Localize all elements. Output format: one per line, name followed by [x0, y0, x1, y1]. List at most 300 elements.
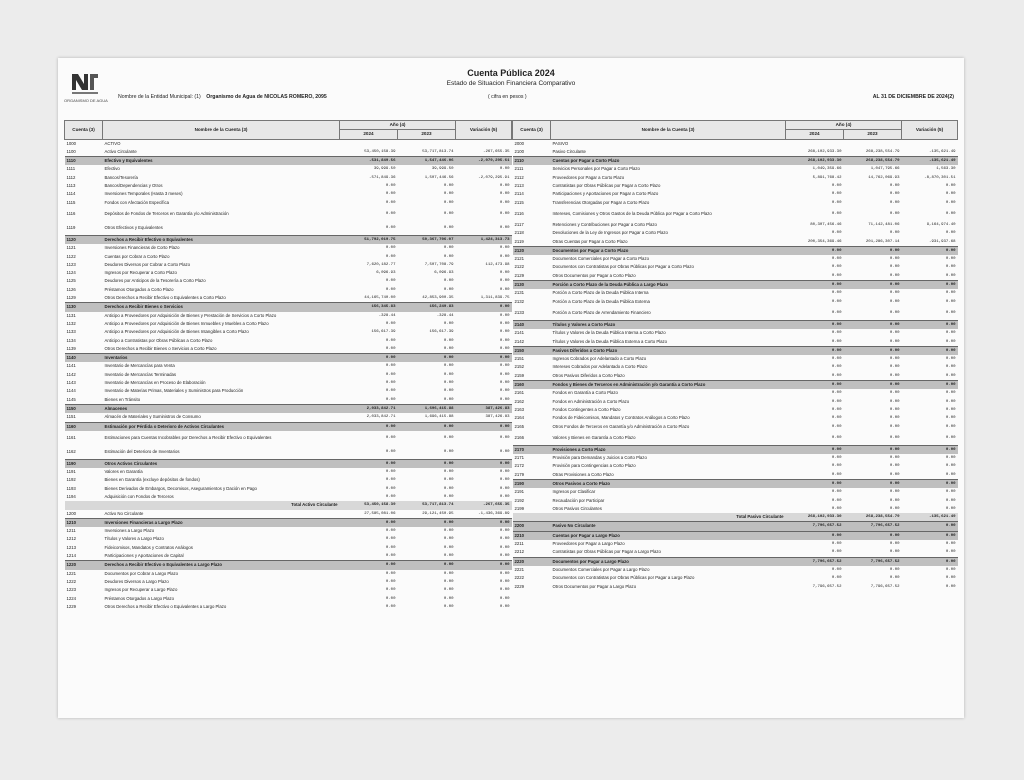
value-2023: 0.00: [397, 354, 455, 363]
table-row: [65, 244, 512, 252]
value-variation: 0.00: [945, 184, 956, 189]
value-2024: 156,345.83: [339, 303, 397, 312]
value-variation: 0.00: [499, 364, 510, 369]
table-row: [65, 286, 512, 294]
value-2024: 0.00: [831, 265, 842, 270]
value-variation: 0.00: [902, 479, 958, 488]
value-variation: 0.00: [499, 470, 510, 475]
table-row: [513, 372, 958, 381]
account-code: 2141: [514, 330, 525, 336]
account-name: Documentos Comerciales por Pagar a Corto Plazo: [552, 256, 649, 262]
table-row: [513, 531, 958, 540]
value-2023: 0.00: [889, 424, 900, 429]
table-row: [513, 199, 958, 207]
value-variation: 0.00: [499, 271, 510, 276]
value-2023: 0.00: [843, 479, 901, 488]
table-row: [65, 362, 512, 370]
table-row: [65, 253, 512, 261]
account-name: Porción a Corto Plazo de Arrendamiento Financiero: [552, 309, 651, 315]
value-variation: 0.00: [499, 449, 510, 454]
value-2023: [397, 139, 455, 148]
account-name: Otros Activos Circulantes: [103, 459, 340, 468]
table-row: [513, 583, 958, 591]
account-code: 2222: [514, 575, 525, 581]
table-row: [513, 263, 958, 271]
value-2024: 0.00: [831, 472, 842, 477]
account-code: 2120: [513, 246, 551, 255]
account-code: 1114: [66, 191, 76, 197]
value-2024: 0.00: [785, 445, 843, 454]
value-variation: 0.00: [945, 490, 956, 495]
account-name: Contratistas por Obras Públicas por Pagar a Largo Plazo: [552, 549, 661, 555]
account-code: 1126: [66, 286, 76, 292]
value-2023: 0.00: [443, 381, 454, 386]
value-2023: 0.00: [443, 537, 454, 542]
account-code: 2132: [514, 298, 525, 304]
account-name: Ingresos por Clasificar: [552, 489, 596, 495]
value-2023: 0.00: [889, 435, 900, 440]
table-row: [65, 501, 512, 509]
account-name: Otros Pasivos Circulantes: [552, 505, 602, 511]
account-name: Pasivo No Circulante: [551, 522, 786, 531]
account-code: 1134: [66, 337, 76, 343]
value-2024: 0.00: [385, 486, 396, 491]
value-2023: 156,617.39: [429, 330, 454, 335]
account-name: Otros Efectivos y Equivalentes: [104, 224, 163, 230]
value-variation: 0.00: [499, 372, 510, 377]
value-2023: 0.00: [889, 192, 900, 197]
account-code: 1120: [65, 235, 103, 244]
table-row: [65, 182, 512, 190]
table-row: [513, 381, 958, 390]
value-variation: 0.00: [499, 192, 510, 197]
pasivo-rows: [513, 139, 958, 591]
value-2024: 0.00: [831, 211, 842, 216]
account-code: 2100: [514, 148, 525, 154]
units-note: ( cifra en pesos ): [488, 94, 527, 100]
account-name: Estimación por Pérdida o Deterioro de Activos Circulantes: [103, 422, 340, 431]
value-2023: 0.00: [889, 231, 900, 236]
account-name: Servicios Personales por Pagar a Corto Plazo: [552, 166, 640, 172]
table-row: [513, 207, 958, 221]
table-row: [65, 139, 512, 148]
value-2023: 0.00: [443, 545, 454, 550]
value-2024: 0.00: [831, 231, 842, 236]
value-variation: 0.00: [499, 167, 510, 172]
account-code: 2150: [513, 346, 551, 355]
value-variation: 0.00: [945, 399, 956, 404]
value-variation: -2,079,295.61: [456, 157, 512, 166]
account-name: Bienes en Tránsito: [104, 396, 141, 402]
value-variation: 0.00: [902, 557, 958, 566]
table-row: [65, 190, 512, 198]
pasivo-panel: [512, 120, 958, 591]
value-2024: 268,102,933.30: [807, 149, 842, 154]
value-2023: 1,696,415.88: [397, 404, 455, 413]
table-row: [65, 354, 512, 363]
account-code: 1221: [66, 570, 77, 576]
value-2023: 0.00: [443, 554, 454, 559]
table-row: [65, 379, 512, 387]
value-2023: 1,047,795.66: [870, 167, 900, 172]
value-2024: 0.00: [385, 321, 396, 326]
value-variation: 0.00: [499, 184, 510, 189]
value-2023: 0.00: [443, 494, 454, 499]
value-2024: -571,849.36: [369, 175, 396, 180]
account-name: Activo No Circulante: [104, 510, 144, 516]
value-2024: 0.00: [385, 596, 396, 601]
value-2023: 0.00: [889, 542, 900, 547]
value-2023: 201,286,307.14: [865, 239, 900, 244]
value-2024: 0.00: [385, 389, 396, 394]
value-variation: 0.00: [945, 211, 956, 216]
account-code: 1229: [66, 603, 77, 609]
account-code: 1129: [66, 295, 76, 301]
table-row: [65, 337, 512, 345]
account-code: 1124: [66, 270, 76, 276]
account-name: Almacén de Materiales y Suministros de Consumo: [104, 414, 201, 420]
value-variation: 0.00: [456, 354, 512, 363]
value-variation: 0.00: [499, 211, 510, 216]
value-variation: 0.00: [945, 265, 956, 270]
account-code: 2000: [514, 140, 525, 146]
account-name: ACTIVO: [104, 140, 121, 146]
value-2023: 53,717,813.74: [422, 149, 454, 154]
account-name: Otros Derechos a Recibir Bienes o Servicios a Corto Plazo: [104, 345, 217, 351]
account-code: 1133: [66, 329, 76, 335]
table-row: [513, 182, 958, 190]
value-variation: 0.00: [945, 257, 956, 262]
value-variation: -267,655.35: [456, 501, 512, 509]
value-2024: 0.00: [785, 320, 843, 329]
table-row: [65, 544, 512, 552]
account-code: 2131: [514, 290, 525, 296]
account-name: Préstamos Otorgados a Largo Plazo: [104, 595, 175, 601]
account-name: Otras Provisiones a Corto Plazo: [552, 471, 614, 477]
value-2023: 0.00: [843, 445, 901, 454]
table-row: [65, 527, 512, 535]
account-code: 1222: [66, 578, 77, 584]
account-code: 1131: [66, 312, 76, 318]
table-row: [65, 174, 512, 182]
table-row: [513, 522, 958, 531]
value-2023: 1,547,446.06: [397, 157, 455, 166]
value-2023: 268,238,554.79: [843, 157, 901, 166]
value-2024: 268,102,933.30: [785, 157, 843, 166]
account-code: 1115: [66, 199, 76, 205]
account-name: Otros Derechos a Recibir Efectivo o Equivalentes a Corto Plazo: [104, 295, 226, 301]
value-variation: 0.00: [499, 486, 510, 491]
value-2024: 5,891,768.42: [812, 175, 842, 180]
value-2023: 7,796,657.52: [870, 584, 900, 589]
value-2024: 0.00: [831, 331, 842, 336]
account-name: Ingresos Cobrados por Adelantado a Corto Plazo: [552, 356, 647, 362]
table-row: [513, 548, 958, 557]
value-2023: 0.00: [889, 407, 900, 412]
value-variation: 0.00: [499, 346, 510, 351]
table-row: [65, 485, 512, 493]
account-name: Documentos con Contratistas por Obras Públicas por Pagar a Corto Plazo: [552, 264, 694, 270]
account-code: 1193: [66, 485, 76, 491]
account-code: 2119: [514, 238, 524, 244]
account-code: 1210: [65, 518, 103, 527]
account-code: 1125: [66, 278, 76, 284]
account-name: Deudores Diversos a Largo Plazo: [104, 578, 169, 584]
value-2024: 0.00: [385, 184, 396, 189]
account-code: 1143: [66, 380, 76, 386]
value-variation: 0.00: [945, 331, 956, 336]
value-2023: 0.00: [889, 506, 900, 511]
table-row: [65, 413, 512, 422]
value-2024: 0.00: [831, 200, 842, 205]
value-2024: 0.00: [831, 257, 842, 262]
value-variation: 0.00: [499, 200, 510, 205]
value-variation: 0.00: [902, 522, 958, 531]
account-name: Fondos y Bienes de Terceros en Administración y/o Garantía a Corto Plazo: [551, 381, 786, 390]
value-2024: 0.00: [385, 397, 396, 402]
value-2023: 0.00: [443, 192, 454, 197]
value-2023: 0.00: [889, 472, 900, 477]
col-variacion: Variación (5): [902, 121, 958, 140]
value-variation: 0.00: [945, 391, 956, 396]
value-variation: 0.00: [945, 506, 956, 511]
value-variation: 0.00: [945, 542, 956, 547]
account-name: Otros Pasivos a Corto Plazo: [551, 479, 786, 488]
account-name: Proveedores por Pagar a Largo Plazo: [552, 541, 625, 547]
col-2024: 2024: [785, 130, 843, 139]
value-2024: 0.00: [385, 478, 396, 483]
account-name: Fideicomisos, Mandatos y Contratos Análogos: [104, 544, 193, 550]
value-2023: 0.00: [443, 604, 454, 609]
value-variation: -2,079,295.91: [478, 175, 510, 180]
table-row: [513, 462, 958, 470]
value-2023: 7,796,657.52: [843, 522, 901, 531]
table-row: [513, 398, 958, 406]
account-code: 1200: [66, 510, 77, 516]
value-2024: 7,796,657.52: [785, 557, 843, 566]
account-name: Inversiones Temporales (Hasta 3 meses): [104, 191, 183, 197]
value-2024: 0.00: [785, 381, 843, 390]
table-row: [513, 479, 958, 488]
report-date: AL 31 DE DICIEMBRE DE 2024(2): [872, 94, 954, 100]
value-2023: 0.00: [443, 254, 454, 259]
table-row: [513, 272, 958, 281]
value-2023: 0.00: [889, 416, 900, 421]
value-variation: 0.00: [945, 273, 956, 278]
account-code: 2142: [514, 338, 525, 344]
value-2024: 53,450,158.39: [364, 149, 396, 154]
value-variation: 0.00: [456, 561, 512, 570]
value-variation: 0.00: [945, 424, 956, 429]
value-variation: 0.00: [499, 246, 510, 251]
value-2024: 0.00: [785, 479, 843, 488]
value-2024: 0.00: [385, 604, 396, 609]
value-2024: 0.00: [385, 435, 396, 440]
account-name: Estimaciones para Cuentas Incobrables por Derechos a Recibir Efectivo o Equivalentes: [104, 434, 272, 440]
account-code: 1212: [66, 536, 77, 542]
value-2023: 0.00: [889, 567, 900, 572]
value-2024: 27,585,081.06: [364, 511, 396, 516]
value-2023: 0.00: [889, 211, 900, 216]
account-code: 1191: [66, 469, 76, 475]
account-name: Documentos Comerciales por Pagar a Largo Plazo: [552, 566, 650, 572]
account-name: Valores y Bienes en Garantía a Corto Plazo: [552, 434, 636, 440]
value-2024: 7,620,182.77: [366, 262, 396, 267]
table-row: [513, 289, 958, 297]
account-name: Fondos de Fideicomisos, Mandatos y Contratos Análogos a Corto Plazo: [552, 415, 690, 421]
account-name: Provisión para Contingencias a Corto Plazo: [552, 463, 636, 469]
value-2024: 0.00: [831, 542, 842, 547]
value-2023: 0.00: [843, 246, 901, 255]
value-2023: 0.00: [443, 478, 454, 483]
table-row: [65, 431, 512, 445]
value-2024: 53,450,158.39: [339, 501, 397, 509]
col-2024: 2024: [339, 130, 397, 139]
account-name: Inventario de Mercancías en Proceso de Elaboración: [104, 380, 206, 386]
account-name: Bienes en Garantía (excluye depósitos de fondos): [104, 477, 200, 483]
account-name: Derechos a Recibir Efectivo o Equivalentes: [103, 235, 340, 244]
value-2023: 0.00: [443, 211, 454, 216]
value-2023: 0.00: [443, 200, 454, 205]
value-2023: 0.00: [443, 372, 454, 377]
value-variation: -135,621.49: [902, 157, 958, 166]
value-2023: 268,238,554.79: [865, 149, 900, 154]
value-2024: 0.00: [385, 225, 396, 230]
value-variation: 0.00: [945, 200, 956, 205]
table-row: [65, 459, 512, 468]
account-code: 2159: [514, 372, 525, 378]
account-name: Bancos/Tesorería: [104, 174, 138, 180]
table-row: [513, 414, 958, 422]
table-row: [513, 406, 958, 414]
col-2023: 2023: [843, 130, 901, 139]
value-2023: 0.00: [889, 299, 900, 304]
value-2023: 156,249.83: [397, 303, 455, 312]
table-row: [65, 221, 512, 236]
value-variation: 0.00: [499, 478, 510, 483]
account-code: 1113: [66, 183, 76, 189]
activo-panel: [64, 120, 512, 611]
value-2024: 0.00: [831, 273, 842, 278]
value-variation: 0.00: [902, 246, 958, 255]
value-2023: 0.00: [843, 381, 901, 390]
table-row: [65, 561, 512, 570]
account-code: 1140: [65, 354, 103, 363]
table-row: [65, 595, 512, 603]
table-row: [65, 570, 512, 578]
table-row: [65, 320, 512, 328]
value-2023: 0.00: [889, 200, 900, 205]
account-name: Anticipo a Proveedores por Adquisición de Bienes Intangibles a Corto Plazo: [104, 329, 249, 335]
account-name: Proveedores por Pagar a Corto Plazo: [552, 174, 625, 180]
value-2024: [785, 139, 843, 148]
value-variation: 0.00: [456, 459, 512, 468]
account-name: Títulos y Valores a Largo Plazo: [104, 536, 164, 542]
value-2023: 0.00: [397, 518, 455, 527]
value-2024: 39,999.50: [373, 167, 396, 172]
account-name: Inversiones Financieras de Corto Plazo: [104, 245, 180, 251]
value-2023: 0.00: [443, 184, 454, 189]
value-2024: 2,033,842.71: [339, 404, 397, 413]
table-row: [513, 513, 958, 522]
account-name: Efectivo: [104, 166, 120, 172]
account-name: Intereses, Comisiones y Otros Gastos de la Deuda Pública por Pagar a Corto Plazo: [552, 210, 712, 216]
table-row: [513, 445, 958, 454]
logo-caption: ORGANISMO DE AGUA: [64, 98, 108, 103]
table-row: [513, 338, 958, 347]
value-2023: 0.00: [443, 397, 454, 402]
value-2023: 0.00: [443, 338, 454, 343]
table-row: [65, 586, 512, 594]
value-variation: -135,621.49: [929, 149, 956, 154]
value-variation: 0.00: [499, 537, 510, 542]
table-row: [65, 207, 512, 221]
value-2024: 268,102,933.30: [785, 513, 843, 522]
account-code: 1220: [65, 561, 103, 570]
value-2024: 0.00: [831, 456, 842, 461]
table-row: [513, 157, 958, 166]
account-name: Fondos Contingentes a Corto Plazo: [552, 406, 621, 412]
value-2024: 0.00: [785, 346, 843, 355]
table-row: [513, 497, 958, 505]
value-variation: 0.00: [945, 310, 956, 315]
account-code: 2129: [514, 272, 525, 278]
value-variation: 0.00: [499, 571, 510, 576]
value-2023: 7,796,657.52: [843, 557, 901, 566]
value-2024: 0.00: [385, 449, 396, 454]
account-name: Derechos a Recibir Efectivo o Equivalentes a Largo Plazo: [103, 561, 340, 570]
value-variation: 0.00: [499, 321, 510, 326]
value-variation: -1,436,369.89: [478, 511, 510, 516]
value-2024: 7,796,657.52: [812, 584, 842, 589]
account-code: 2110: [513, 157, 551, 166]
table-row: [65, 294, 512, 303]
table-row: [513, 148, 958, 157]
table-row: [513, 306, 958, 321]
value-2023: 0.00: [397, 422, 455, 431]
value-2023: 14,762,069.93: [868, 175, 900, 180]
value-variation: 0.00: [902, 346, 958, 355]
value-2023: 0.00: [443, 588, 454, 593]
account-name: Fondos en Administración a Corto Plazo: [552, 398, 630, 404]
value-2023: 0.00: [443, 529, 454, 534]
value-2023: 0.00: [443, 346, 454, 351]
value-2024: 156,617.39: [371, 330, 396, 335]
value-2023: 0.00: [443, 246, 454, 251]
account-code: 2160: [513, 381, 551, 390]
account-name: Fondos con Afectación Específica: [104, 199, 169, 205]
value-2023: 29,121,450.95: [422, 511, 454, 516]
account-name: Derechos a Recibir Bienes o Servicios: [103, 303, 340, 312]
value-2023: 0.00: [889, 490, 900, 495]
value-variation: [902, 139, 958, 148]
account-code: 1223: [66, 587, 77, 593]
value-variation: 0.00: [499, 397, 510, 402]
value-variation: 0.00: [945, 357, 956, 362]
table-row: [513, 298, 958, 306]
table-row: [65, 277, 512, 285]
table-row: [65, 165, 512, 173]
value-variation: -267,655.35: [483, 149, 510, 154]
table-row: [513, 329, 958, 337]
value-2024: 6,096.93: [376, 271, 396, 276]
account-name: Otros Derechos a Recibir Efectivo o Equivalentes a Largo Plazo: [104, 603, 227, 609]
account-code: 2111: [514, 166, 524, 172]
value-2023: 50,367,706.07: [397, 235, 455, 244]
account-code: 1160: [65, 422, 103, 431]
value-variation: 0.00: [499, 545, 510, 550]
account-code: 1119: [66, 224, 76, 230]
